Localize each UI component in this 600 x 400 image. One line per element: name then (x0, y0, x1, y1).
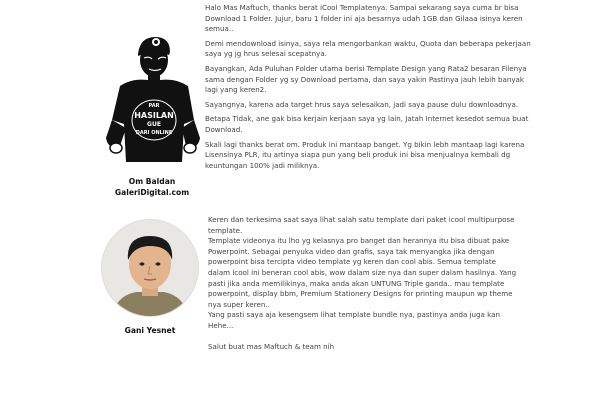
paragraph: Skali lagi thanks berat om. Produk ini mantaap banget. Yg bikin lebh mantaap lagi karena Lisensinya PLR, itu artinya siapa pun yang beli produk ini bisa menjualnya kembali dg keuntungan 100% jadi miliknya. (205, 139, 525, 170)
paragraph: Keren dan terkesima saat saya lihat salah satu template dari paket icool multipurpose template. (208, 215, 515, 235)
author-block (92, 28, 212, 198)
shirt-text-2: HASILAN (134, 111, 174, 120)
paragraph: Betapa Tidak, ane gak bisa kerjain kerjaan saya yg lain, Jatah Internet kesedot semua buat Download. (205, 114, 529, 134)
testimonial-text (205, 3, 535, 175)
paragraph: Sayangnya, karena ada target hrus saya selesaikan, jadi saya pause dulu downloadnya. (205, 99, 519, 109)
author-name: Gani Yesnet (124, 326, 176, 335)
author-name: Om Baldan (128, 177, 176, 186)
paragraph: Salut buat mas Maftuch & team nih (208, 342, 335, 352)
man-in-black-tshirt-illustration-icon (102, 28, 202, 168)
young-man-portrait-photo-icon (101, 219, 199, 317)
paragraph: Yang pasti saya aja kesengsem lihat template bundle nya, pastinya anda juga kan Hehe... (208, 310, 500, 330)
testimonial-text (208, 215, 520, 353)
shirt-text-4: DARI ONLINE (135, 130, 173, 136)
paragraph: Demi mendownload isinya, saya rela mengorbankan waktu, Quota dan beberapa pekerjaan saya yg jg hrus selesai scepatnya. (205, 38, 531, 59)
testimonial-gani-yesnet (0, 215, 600, 400)
author-block (96, 219, 204, 336)
author-website: GaleriDigital.com (114, 188, 190, 197)
shirt-text-1: PAR (148, 103, 160, 109)
paragraph: Template videonya itu lho yg kelasnya pro banget dan herannya itu bisa dibuat pake Powerpoint. Sebagai penyuka video dan grafis, saya tak menyangka jika dengan powerpoint bisa tercipta video template yg keren dan cool abis. Semua template dalam icool ini beneran cool abis, wow dalam size nya dan super dalam hasilnya. Yang pasti jika anda memilikinya, maka anda akan UNTUNG Triple ganda.. mau template powerpoint, display bbm, Premium Stationery Designs for printing maupun wp theme nya super keren.. (208, 236, 517, 309)
paragraph: Halo Mas Maftuch, thanks berat iCool Templatenya. Sampai sekarang saya cuma br bisa Download 1 Folder. Jujur, baru 1 folder ini aja besarnya udah 1GB dan Gilaaa isinya keren semua.. (205, 3, 523, 34)
shirt-text-3: GUE (147, 121, 161, 128)
paragraph: Bayangkan, Ada Puluhan Folder utama berisi Template Design yang Rata2 besaran Filenya sama dengan Folder yg sy Download pertama, dan saya yakin Pastinya jauh lebih banyak lagi yang keren2. (205, 63, 527, 95)
